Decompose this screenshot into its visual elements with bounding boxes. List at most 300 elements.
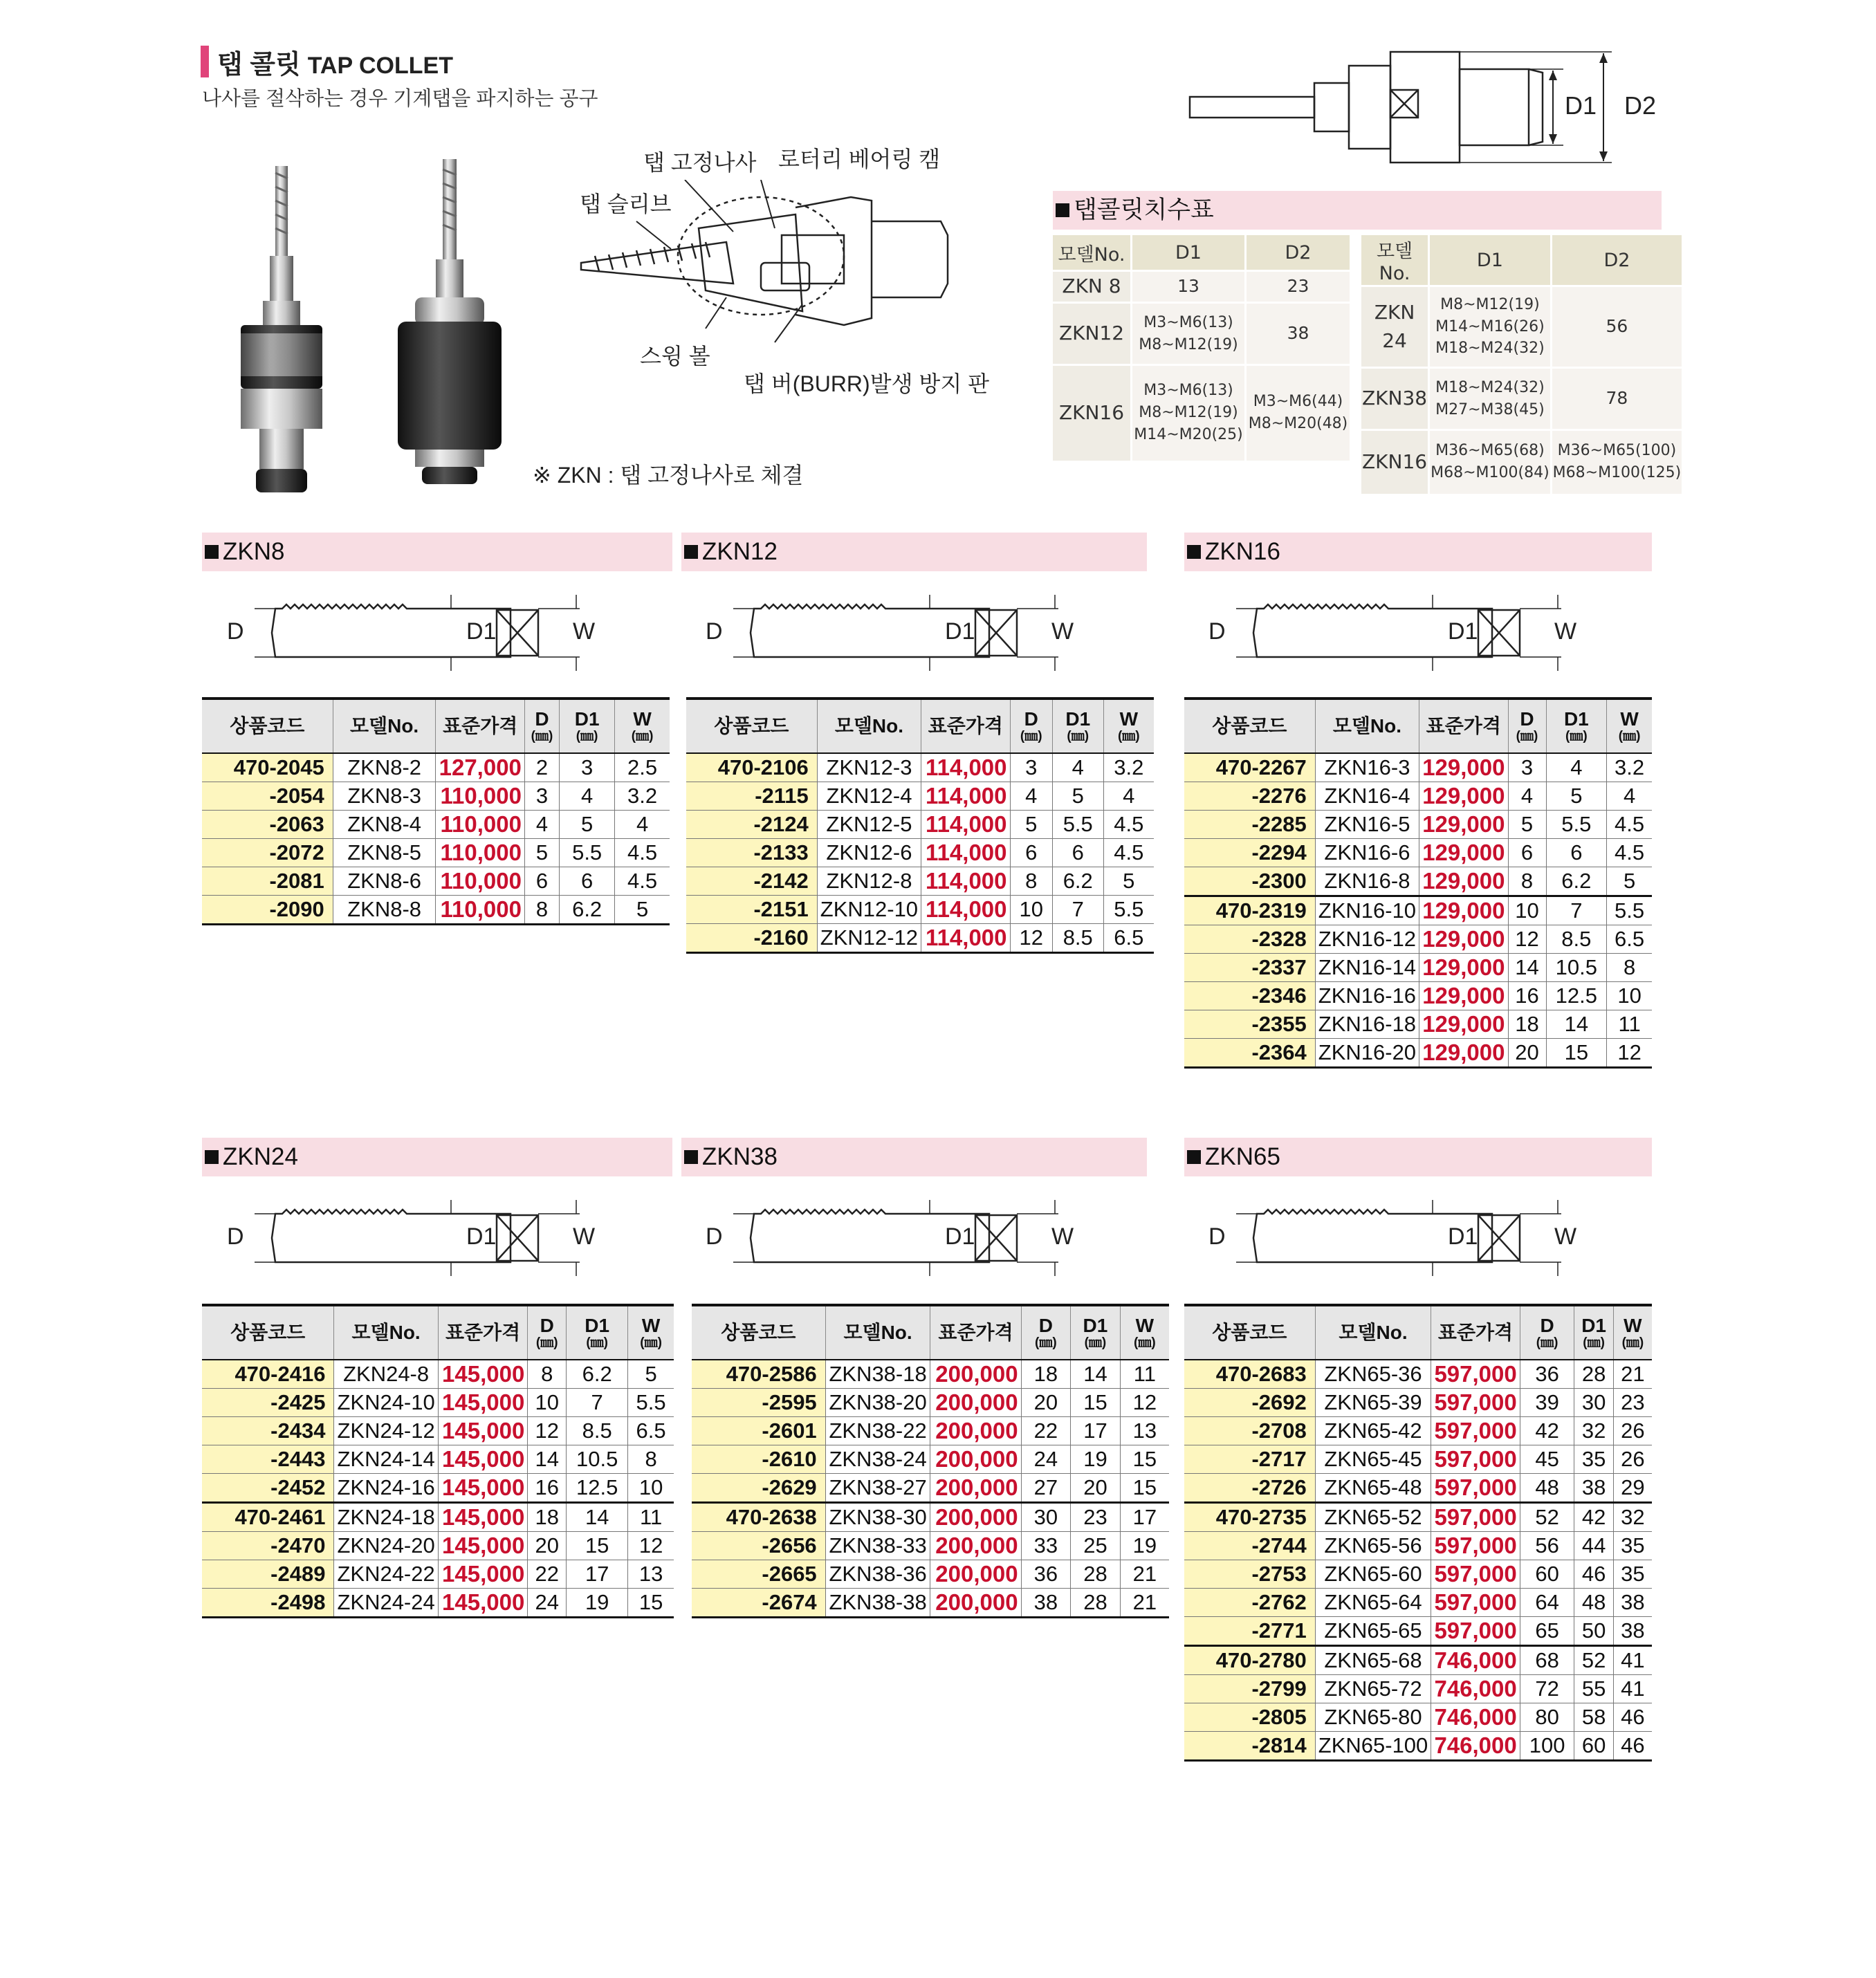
header-w bbox=[1103, 699, 1154, 753]
unit-label: (㎜) bbox=[576, 728, 598, 743]
dim-d2-line: 38 bbox=[1287, 323, 1309, 344]
product-table-zkn38 bbox=[692, 1304, 1169, 1618]
dim-d: 16 bbox=[1508, 982, 1546, 1010]
table-header-row bbox=[202, 699, 670, 753]
tap-drawing-zkn38 bbox=[699, 1193, 1086, 1283]
standard-price: 129,000 bbox=[1419, 925, 1508, 954]
dim-d: 10 bbox=[1010, 896, 1052, 924]
dim-d2 bbox=[1246, 303, 1351, 365]
product-code: -2726 bbox=[1184, 1474, 1315, 1503]
model-no: ZKN8-3 bbox=[333, 782, 436, 811]
header-w-label: W bbox=[633, 708, 652, 730]
dim-d1: 58 bbox=[1574, 1703, 1613, 1732]
dim-d: 12 bbox=[1010, 924, 1052, 953]
dim-d1: 17 bbox=[1071, 1417, 1121, 1445]
tap-label-w: W bbox=[1554, 1223, 1577, 1250]
header-code-label: 상품코드 bbox=[230, 1322, 306, 1344]
dim-d1: 17 bbox=[567, 1560, 628, 1589]
standard-price: 200,000 bbox=[930, 1389, 1021, 1417]
header-d-label: D bbox=[1520, 708, 1534, 730]
dim-d1: 12.5 bbox=[1546, 982, 1607, 1010]
product-code: -2355 bbox=[1184, 1010, 1315, 1039]
dim-d: 48 bbox=[1520, 1474, 1574, 1503]
dim-d1-line: M8~M12(19) bbox=[1139, 335, 1238, 353]
table-header-row bbox=[202, 1305, 674, 1360]
dim-d2-line: M3~M6(44) bbox=[1253, 393, 1343, 411]
tap-drawing-zkn24 bbox=[220, 1193, 607, 1283]
standard-price: 597,000 bbox=[1431, 1560, 1520, 1589]
model-no: ZKN38-18 bbox=[825, 1360, 930, 1389]
tap-drawing-zkn16 bbox=[1202, 588, 1589, 678]
dim-d: 52 bbox=[1520, 1503, 1574, 1532]
table-row bbox=[1184, 1675, 1652, 1703]
table-row bbox=[202, 1389, 674, 1417]
dim-w: 29 bbox=[1613, 1474, 1652, 1503]
section-title: ZKN24 bbox=[223, 1143, 298, 1170]
standard-price: 145,000 bbox=[438, 1417, 528, 1445]
table-row bbox=[202, 896, 670, 925]
dim-w: 13 bbox=[1120, 1417, 1169, 1445]
table-header-row bbox=[1184, 699, 1652, 753]
dim-d1 bbox=[1132, 271, 1246, 303]
dim-d: 8 bbox=[1010, 867, 1052, 896]
table-row bbox=[1184, 896, 1652, 925]
label-fix-screw: 탭 고정나사 bbox=[643, 150, 757, 175]
product-code: -2115 bbox=[686, 782, 817, 811]
header-code-label: 상품코드 bbox=[714, 715, 789, 737]
dim-w: 15 bbox=[1120, 1445, 1169, 1474]
model-no: ZKN65-72 bbox=[1315, 1675, 1431, 1703]
dim-d1: 23 bbox=[1071, 1503, 1121, 1532]
dim-w: 5 bbox=[1103, 867, 1154, 896]
model-no: ZKN12-8 bbox=[817, 867, 921, 896]
tap-label-d1: D1 bbox=[466, 1223, 497, 1250]
table-row bbox=[202, 1503, 674, 1532]
dim-w: 5.5 bbox=[1607, 896, 1652, 925]
dim-d: 3 bbox=[1010, 753, 1052, 782]
table-row bbox=[202, 1474, 674, 1503]
dim-d1: 55 bbox=[1574, 1675, 1613, 1703]
dim-d: 68 bbox=[1520, 1646, 1574, 1675]
unit-label: (㎜) bbox=[531, 728, 553, 743]
dim-d1: 7 bbox=[1546, 896, 1607, 925]
dim-d: 30 bbox=[1021, 1503, 1071, 1532]
header-w-label: W bbox=[1620, 708, 1639, 730]
header-d-label: D bbox=[1024, 708, 1038, 730]
dim-w: 2.5 bbox=[615, 753, 670, 782]
header-model bbox=[1315, 1305, 1431, 1360]
dim-d1: 5 bbox=[1546, 782, 1607, 811]
dim-d1-line: 13 bbox=[1177, 276, 1199, 297]
dim-d2 bbox=[1551, 286, 1683, 368]
product-code: -2744 bbox=[1184, 1532, 1315, 1560]
page-title-en: TAP COLLET bbox=[307, 53, 453, 79]
header-d1 bbox=[560, 699, 615, 753]
product-code: -2443 bbox=[202, 1445, 334, 1474]
dim-d: 36 bbox=[1021, 1560, 1071, 1589]
dim-w: 5 bbox=[628, 1360, 674, 1389]
tap-label-d1: D1 bbox=[1448, 618, 1478, 645]
dim-w: 4 bbox=[1103, 782, 1154, 811]
dim-d: 20 bbox=[528, 1532, 567, 1560]
table-row bbox=[1184, 839, 1652, 867]
product-table-zkn65 bbox=[1184, 1304, 1652, 1762]
tap-label-d: D bbox=[227, 1223, 244, 1250]
dim-w: 17 bbox=[1120, 1503, 1169, 1532]
dim-d: 6 bbox=[1010, 839, 1052, 867]
header-code bbox=[202, 699, 333, 753]
standard-price: 114,000 bbox=[921, 811, 1010, 839]
table-row bbox=[1184, 1532, 1652, 1560]
unit-label: (㎜) bbox=[1117, 728, 1140, 743]
dim-d2-line: 56 bbox=[1606, 316, 1628, 337]
standard-price: 597,000 bbox=[1431, 1389, 1520, 1417]
standard-price: 129,000 bbox=[1419, 1010, 1508, 1039]
table-row bbox=[692, 1445, 1169, 1474]
header-model-label: 모델No. bbox=[1339, 1322, 1408, 1344]
model-no: ZKN38-24 bbox=[825, 1445, 930, 1474]
dim-d1: 14 bbox=[1071, 1360, 1121, 1389]
table-header-row bbox=[1184, 1305, 1652, 1360]
tap-label-w: W bbox=[573, 1223, 596, 1250]
tap-collet-photo-left bbox=[228, 159, 367, 498]
product-table-zkn12 bbox=[686, 697, 1154, 954]
standard-price: 129,000 bbox=[1419, 1039, 1508, 1068]
standard-price: 129,000 bbox=[1419, 982, 1508, 1010]
standard-price: 129,000 bbox=[1419, 896, 1508, 925]
table-row bbox=[1184, 982, 1652, 1010]
product-code: -2054 bbox=[202, 782, 333, 811]
dim-d: 8 bbox=[1508, 867, 1546, 896]
header-price bbox=[1419, 699, 1508, 753]
dim-w: 4.5 bbox=[1103, 839, 1154, 867]
dim-w: 4.5 bbox=[1103, 811, 1154, 839]
product-table-zkn8 bbox=[202, 697, 670, 925]
header-price bbox=[1431, 1305, 1520, 1360]
product-code: -2285 bbox=[1184, 811, 1315, 839]
product-code: -2692 bbox=[1184, 1389, 1315, 1417]
dim-w: 38 bbox=[1613, 1589, 1652, 1617]
standard-price: 129,000 bbox=[1419, 867, 1508, 896]
dim-d: 3 bbox=[524, 782, 559, 811]
dim-w: 8 bbox=[1607, 954, 1652, 982]
dim-w: 26 bbox=[1613, 1417, 1652, 1445]
tap-label-w: W bbox=[1051, 618, 1074, 645]
dim-d1-line: M3~M6(13) bbox=[1143, 313, 1233, 331]
dim-w: 21 bbox=[1613, 1360, 1652, 1389]
dim-d1: 8.5 bbox=[1546, 925, 1607, 954]
header-code-label: 상품코드 bbox=[721, 1322, 796, 1344]
dim-w: 46 bbox=[1613, 1732, 1652, 1761]
dim-d1: 15 bbox=[1071, 1389, 1121, 1417]
dim-d: 27 bbox=[1021, 1474, 1071, 1503]
dim-d: 36 bbox=[1520, 1360, 1574, 1389]
header-price bbox=[921, 699, 1010, 753]
dim-d2-line: M8~M20(48) bbox=[1248, 415, 1348, 433]
table-row bbox=[202, 782, 670, 811]
dim-d: 5 bbox=[1508, 811, 1546, 839]
dim-d: 45 bbox=[1520, 1445, 1574, 1474]
header-model-label: 모델No. bbox=[843, 1322, 912, 1344]
header-model-label: 모델No. bbox=[351, 1322, 421, 1344]
table-row bbox=[686, 896, 1154, 924]
dim-d: 20 bbox=[1508, 1039, 1546, 1068]
dim-d1: 20 bbox=[1071, 1474, 1121, 1503]
product-code: 470-2735 bbox=[1184, 1503, 1315, 1532]
section-title: ZKN8 bbox=[223, 538, 285, 565]
dim-d: 65 bbox=[1520, 1617, 1574, 1646]
bullet-square-icon bbox=[684, 545, 698, 559]
dim-w: 4 bbox=[1607, 782, 1652, 811]
dim-w: 4.5 bbox=[1607, 811, 1652, 839]
dim-label-d2: D2 bbox=[1624, 91, 1657, 120]
model-no: ZKN16-14 bbox=[1315, 954, 1419, 982]
standard-price: 114,000 bbox=[921, 867, 1010, 896]
header-code-label: 상품코드 bbox=[1212, 715, 1287, 737]
model-no: ZKN65-48 bbox=[1315, 1474, 1431, 1503]
standard-price: 200,000 bbox=[930, 1532, 1021, 1560]
table-row bbox=[686, 839, 1154, 867]
dim-w: 46 bbox=[1613, 1703, 1652, 1732]
header-w bbox=[1607, 699, 1652, 753]
unit-label: (㎜) bbox=[1583, 1335, 1605, 1350]
dim-d1: 50 bbox=[1574, 1617, 1613, 1646]
standard-price: 746,000 bbox=[1431, 1732, 1520, 1761]
dim-header-d2: D2 bbox=[1246, 235, 1351, 271]
product-code: -2610 bbox=[692, 1445, 825, 1474]
header-w-label: W bbox=[1624, 1315, 1642, 1337]
section-header-zkn12 bbox=[681, 533, 1147, 571]
model-no: ZKN65-80 bbox=[1315, 1703, 1431, 1732]
table-row bbox=[686, 867, 1154, 896]
dim-row bbox=[1053, 303, 1351, 365]
header-w bbox=[615, 699, 670, 753]
header-price-label: 표준가격 bbox=[443, 715, 518, 737]
dim-row bbox=[1053, 271, 1351, 303]
dim-d2 bbox=[1246, 365, 1351, 461]
standard-price: 200,000 bbox=[930, 1474, 1021, 1503]
product-code: -2674 bbox=[692, 1589, 825, 1618]
standard-price: 145,000 bbox=[438, 1503, 528, 1532]
unit-label: (㎜) bbox=[535, 1335, 558, 1350]
table-row bbox=[1184, 1617, 1652, 1646]
header-w-label: W bbox=[641, 1315, 661, 1337]
tap-label-d1: D1 bbox=[945, 1223, 975, 1250]
header-d-label: D bbox=[1038, 1315, 1053, 1337]
header-price-label: 표준가격 bbox=[1437, 1322, 1514, 1344]
unit-label: (㎜) bbox=[586, 1335, 608, 1350]
product-code: -2498 bbox=[202, 1589, 334, 1618]
dim-d1: 10.5 bbox=[1546, 954, 1607, 982]
table-row bbox=[202, 1360, 674, 1389]
bullet-square-icon bbox=[205, 1150, 219, 1164]
product-code: 470-2780 bbox=[1184, 1646, 1315, 1675]
table-row bbox=[1184, 954, 1652, 982]
dim-d: 38 bbox=[1021, 1589, 1071, 1618]
dim-d: 18 bbox=[1021, 1360, 1071, 1389]
dim-d1: 4 bbox=[560, 782, 615, 811]
dim-d1: 12.5 bbox=[567, 1474, 628, 1503]
table-row bbox=[1184, 1646, 1652, 1675]
standard-price: 114,000 bbox=[921, 782, 1010, 811]
standard-price: 597,000 bbox=[1431, 1589, 1520, 1617]
dim-model: ZKN16 bbox=[1361, 430, 1429, 494]
model-no: ZKN16-5 bbox=[1315, 811, 1419, 839]
standard-price: 597,000 bbox=[1431, 1417, 1520, 1445]
standard-price: 200,000 bbox=[930, 1560, 1021, 1589]
header-price bbox=[930, 1305, 1021, 1360]
table-row bbox=[692, 1417, 1169, 1445]
dim-d1: 44 bbox=[1574, 1532, 1613, 1560]
dim-d1: 7 bbox=[567, 1389, 628, 1417]
dim-w: 41 bbox=[1613, 1675, 1652, 1703]
dim-w: 32 bbox=[1613, 1503, 1652, 1532]
header-d bbox=[1010, 699, 1052, 753]
dim-d1: 6.2 bbox=[1546, 867, 1607, 896]
label-swing-ball: 스윙 볼 bbox=[640, 344, 710, 369]
header-w bbox=[628, 1305, 674, 1360]
model-no: ZKN38-30 bbox=[825, 1503, 930, 1532]
table-row bbox=[692, 1360, 1169, 1389]
dim-w: 12 bbox=[1120, 1389, 1169, 1417]
dim-d2-line: M36~M65(100) bbox=[1557, 442, 1677, 460]
standard-price: 129,000 bbox=[1419, 954, 1508, 982]
model-no: ZKN16-8 bbox=[1315, 867, 1419, 896]
tap-label-d: D bbox=[1208, 618, 1226, 645]
header-d1-label: D1 bbox=[585, 1315, 610, 1337]
table-row bbox=[1184, 1417, 1652, 1445]
unit-label: (㎜) bbox=[1020, 728, 1042, 743]
dim-d1: 28 bbox=[1071, 1589, 1121, 1618]
product-code: -2328 bbox=[1184, 925, 1315, 954]
dim-d1-line: M3~M6(13) bbox=[1143, 382, 1233, 400]
dim-w: 35 bbox=[1613, 1532, 1652, 1560]
header-model-label: 모델No. bbox=[350, 715, 419, 737]
product-table-zkn16 bbox=[1184, 697, 1652, 1069]
dim-d1-line: M14~M20(25) bbox=[1134, 426, 1243, 444]
dim-d2 bbox=[1551, 368, 1683, 430]
dim-model: ZKN 8 bbox=[1053, 271, 1132, 303]
table-row bbox=[1184, 1703, 1652, 1732]
table-row bbox=[1184, 867, 1652, 896]
dim-w: 5.5 bbox=[628, 1389, 674, 1417]
dim-w: 41 bbox=[1613, 1646, 1652, 1675]
standard-price: 129,000 bbox=[1419, 811, 1508, 839]
dim-w: 21 bbox=[1120, 1560, 1169, 1589]
dim-d1: 5.5 bbox=[560, 839, 615, 867]
product-code: -2346 bbox=[1184, 982, 1315, 1010]
product-code: -2142 bbox=[686, 867, 817, 896]
dim-d2-line: 78 bbox=[1606, 388, 1628, 409]
tap-collet-photo-right bbox=[374, 152, 533, 491]
dim-d1: 46 bbox=[1574, 1560, 1613, 1589]
table-row bbox=[692, 1560, 1169, 1589]
table-row bbox=[686, 924, 1154, 953]
table-row bbox=[1184, 753, 1652, 782]
label-rotary-cam: 로터리 베어링 캠 bbox=[778, 147, 941, 172]
model-no: ZKN12-5 bbox=[817, 811, 921, 839]
table-row bbox=[1184, 1010, 1652, 1039]
dim-d: 56 bbox=[1520, 1532, 1574, 1560]
dim-d: 14 bbox=[1508, 954, 1546, 982]
dim-d1: 8.5 bbox=[567, 1417, 628, 1445]
dim-w: 19 bbox=[1120, 1532, 1169, 1560]
tap-label-d: D bbox=[1208, 1223, 1226, 1250]
header-code bbox=[1184, 699, 1315, 753]
product-code: -2364 bbox=[1184, 1039, 1315, 1068]
standard-price: 129,000 bbox=[1419, 753, 1508, 782]
dim-d1: 14 bbox=[1546, 1010, 1607, 1039]
tap-label-d: D bbox=[706, 1223, 723, 1250]
product-code: -2294 bbox=[1184, 839, 1315, 867]
header-price-label: 표준가격 bbox=[1426, 715, 1501, 737]
dim-d: 14 bbox=[528, 1445, 567, 1474]
dim-w: 5 bbox=[615, 896, 670, 925]
dim-d: 33 bbox=[1021, 1532, 1071, 1560]
unit-label: (㎜) bbox=[1035, 1335, 1057, 1350]
standard-price: 129,000 bbox=[1419, 782, 1508, 811]
standard-price: 200,000 bbox=[930, 1503, 1021, 1532]
table-row bbox=[692, 1474, 1169, 1503]
dim-d1: 5.5 bbox=[1052, 811, 1103, 839]
dim-d: 10 bbox=[1508, 896, 1546, 925]
header-d1 bbox=[1574, 1305, 1613, 1360]
dim-row bbox=[1361, 430, 1683, 494]
table-row bbox=[202, 839, 670, 867]
model-no: ZKN65-65 bbox=[1315, 1617, 1431, 1646]
section-header-zkn65 bbox=[1184, 1138, 1652, 1176]
dim-w: 3.2 bbox=[1607, 753, 1652, 782]
product-code: -2753 bbox=[1184, 1560, 1315, 1589]
dim-d: 5 bbox=[524, 839, 559, 867]
dim-d1: 19 bbox=[1071, 1445, 1121, 1474]
header-d1-label: D1 bbox=[574, 708, 600, 730]
model-no: ZKN65-64 bbox=[1315, 1589, 1431, 1617]
model-no: ZKN8-4 bbox=[333, 811, 436, 839]
standard-price: 110,000 bbox=[436, 896, 524, 925]
table-row bbox=[202, 1417, 674, 1445]
model-no: ZKN16-18 bbox=[1315, 1010, 1419, 1039]
dim-table-header bbox=[1053, 191, 1662, 230]
header-d-label: D bbox=[540, 1315, 554, 1337]
dim-d2-line: M68~M100(125) bbox=[1552, 464, 1682, 482]
header-d1-label: D1 bbox=[1083, 1315, 1108, 1337]
dim-d1: 10.5 bbox=[567, 1445, 628, 1474]
table-row bbox=[202, 753, 670, 782]
dim-w: 5.5 bbox=[1103, 896, 1154, 924]
header-w bbox=[1120, 1305, 1169, 1360]
dim-d: 12 bbox=[528, 1417, 567, 1445]
dim-d1: 6.2 bbox=[560, 896, 615, 925]
dim-label-d1: D1 bbox=[1565, 91, 1597, 120]
header-code bbox=[692, 1305, 825, 1360]
model-no: ZKN16-4 bbox=[1315, 782, 1419, 811]
table-row bbox=[202, 1445, 674, 1474]
dim-w: 12 bbox=[1607, 1039, 1652, 1068]
table-row bbox=[202, 1589, 674, 1618]
dim-d1 bbox=[1429, 368, 1552, 430]
header-d1 bbox=[1052, 699, 1103, 753]
tap-label-d1: D1 bbox=[1448, 1223, 1478, 1250]
product-code: -2090 bbox=[202, 896, 333, 925]
model-no: ZKN38-36 bbox=[825, 1560, 930, 1589]
dim-row bbox=[1361, 286, 1683, 368]
product-code: 470-2461 bbox=[202, 1503, 334, 1532]
model-no: ZKN12-10 bbox=[817, 896, 921, 924]
dim-d: 60 bbox=[1520, 1560, 1574, 1589]
dim-w: 5 bbox=[1607, 867, 1652, 896]
table-row bbox=[692, 1503, 1169, 1532]
